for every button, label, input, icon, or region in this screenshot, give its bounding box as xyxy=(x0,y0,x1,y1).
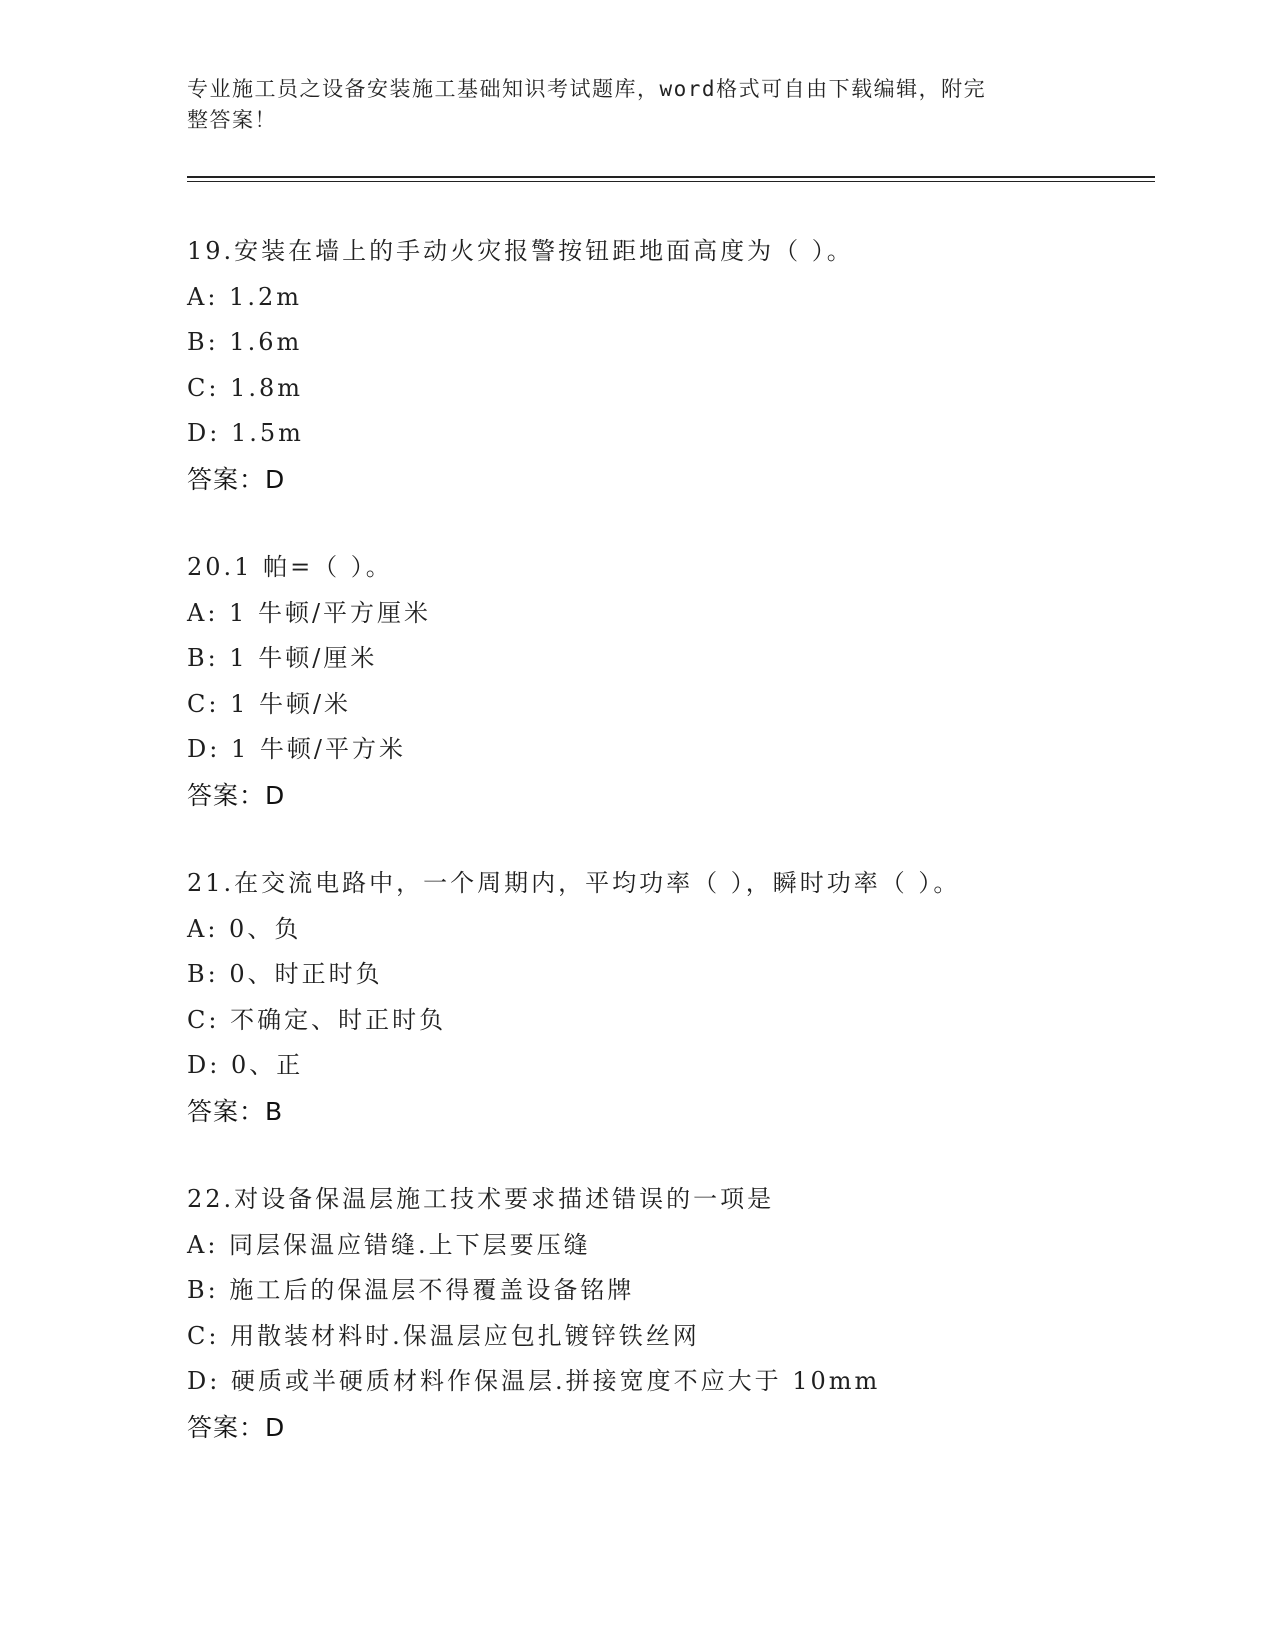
answer-line: 答案：D xyxy=(187,780,286,810)
option-c: C: 1 牛顿/米 xyxy=(187,689,352,718)
option-c: C: 用散装材料时.保温层应包扎镀锌铁丝网 xyxy=(187,1321,700,1350)
question-block xyxy=(187,545,1147,818)
option-a: A: 0、负 xyxy=(187,914,302,943)
answer-line: 答案：D xyxy=(187,464,286,494)
option-d: D: 0、正 xyxy=(187,1051,304,1079)
option-a: A: 1 牛顿/平方厘米 xyxy=(187,598,432,627)
question-stem: 20.1 帕=（ ）。 xyxy=(187,553,393,581)
option-d: D: 1 牛顿/平方米 xyxy=(187,735,406,763)
option-a: A: 同层保温应错缝.上下层要压缝 xyxy=(187,1230,591,1259)
question-stem: 19.安装在墙上的手动火灾报警按钮距地面高度为（ ）。 xyxy=(187,237,854,265)
option-b: B: 1.6m xyxy=(187,328,303,356)
header-line-1: 专业施工员之设备安装施工基础知识考试题库，word格式可自由下载编辑，附完 xyxy=(187,77,987,101)
option-d: D: 1.5m xyxy=(187,419,304,447)
option-b: B: 1 牛顿/厘米 xyxy=(187,644,378,672)
document-header xyxy=(187,74,1067,136)
option-a: A: 1.2m xyxy=(187,282,302,311)
header-line-2: 整答案！ xyxy=(187,108,277,132)
option-b: B: 0、时正时负 xyxy=(187,960,383,988)
answer-line: 答案：B xyxy=(187,1096,284,1126)
option-c: C: 1.8m xyxy=(187,373,304,402)
question-stem: 22.对设备保温层施工技术要求描述错误的一项是 xyxy=(187,1185,775,1213)
question-block xyxy=(187,229,1147,502)
question-stem: 21.在交流电路中，一个周期内，平均功率（ ），瞬时功率（ ）。 xyxy=(187,869,961,897)
header-divider-thin xyxy=(187,181,1155,182)
option-b: B: 施工后的保温层不得覆盖设备铭牌 xyxy=(187,1276,635,1304)
header-divider-thick xyxy=(187,176,1155,178)
question-block xyxy=(187,1177,1147,1450)
option-d: D: 硬质或半硬质材料作保温层.拼接宽度不应大于 10mm xyxy=(187,1367,881,1395)
question-block xyxy=(187,861,1147,1134)
option-c: C: 不确定、时正时负 xyxy=(187,1005,447,1034)
answer-line: 答案：D xyxy=(187,1412,286,1442)
